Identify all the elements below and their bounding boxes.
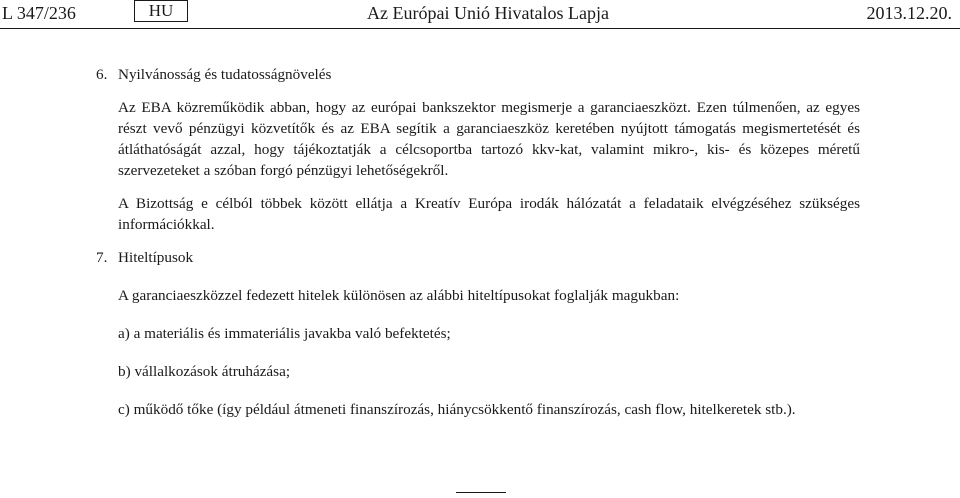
list-item: a) a materiális és immateriális javakba való befektetés; xyxy=(118,325,451,342)
spacer xyxy=(118,344,860,361)
spacer xyxy=(118,85,860,97)
section-6-paragraph-1 xyxy=(118,97,860,181)
document-body xyxy=(96,64,860,420)
section-6-heading xyxy=(96,64,860,85)
section-6-number: 6. xyxy=(96,66,108,83)
publication-date: 2013.12.20. xyxy=(866,3,952,23)
section-6-paragraph-2 xyxy=(118,193,860,235)
journal-title: Az Európai Unió Hivatalos Lapja xyxy=(367,3,609,23)
paragraph-line: Az EBA közreműködik abban, hogy az európai bankszektor megismerje a garanciaeszközt. Ezen túlmenően, az egyes xyxy=(118,99,860,116)
section-6-title: Nyilvánosság és tudatosságnövelés xyxy=(118,66,332,83)
section-7-intro: A garanciaeszközzel fedezett hitelek különösen az alábbi hiteltípusokat foglalják magukban: xyxy=(118,287,680,304)
header-rule xyxy=(0,28,960,29)
spacer xyxy=(118,382,860,399)
paragraph-line: A Bizottság e célból többek között ellátja a Kreatív Európa irodák hálózatát a feladataik elvégzéséhez szükséges xyxy=(118,195,860,212)
section-7-title: Hiteltípusok xyxy=(118,249,194,266)
paragraph-line: átláthatóságát azzal, hogy tájékoztatják a célcsoportba tartozó kkv-kat, valamint mikro-, kis- és közepes méretű xyxy=(118,141,860,158)
paragraph-line: információkkal. xyxy=(118,216,215,233)
paragraph-line: részt vevő pénzügyi közvetítők és az EBA segítik a garanciaeszköz keretében nyújtott támogatás megismertetését és xyxy=(118,120,860,137)
spacer xyxy=(118,268,860,285)
spacer xyxy=(118,306,860,323)
list-item: c) működő tőke (így például átmeneti finanszírozás, hiánycsökkentő finanszírozás, cash flow, hitelkeretek stb.). xyxy=(118,401,796,418)
paragraph-line: szervezeteket a szóban forgó pénzügyi lehetőségekről. xyxy=(118,162,449,179)
page-header xyxy=(0,0,960,30)
spacer xyxy=(118,181,860,193)
section-7-heading xyxy=(96,247,860,268)
footnote-separator xyxy=(456,492,506,493)
page-reference: L 347/236 xyxy=(2,3,76,23)
section-7-number: 7. xyxy=(96,249,108,266)
language-badge: HU xyxy=(134,0,188,22)
list-item: b) vállalkozások átruházása; xyxy=(118,363,291,380)
spacer xyxy=(118,235,860,247)
